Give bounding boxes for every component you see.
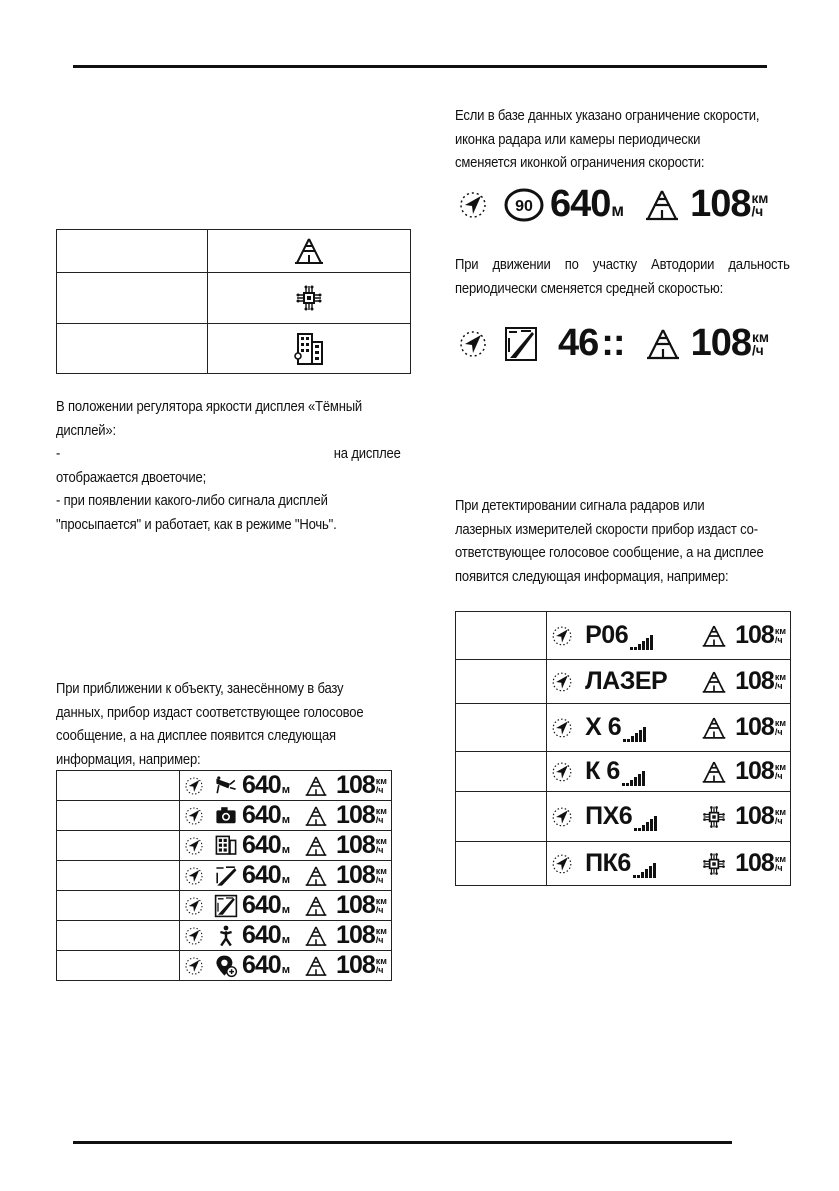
speed-unit: км /ч	[375, 925, 387, 945]
speed-value: 108	[735, 667, 774, 695]
paragraph-line: дисплей»:	[56, 422, 116, 439]
paragraph-line: Если в базе данных указано ограничение скорости,	[455, 108, 760, 124]
road-icon	[701, 760, 727, 784]
paragraph-line: лазерных измерителей скорости прибор издаст со-	[455, 521, 758, 538]
average-speed-value: 46	[558, 322, 599, 364]
distance-value: 640	[242, 891, 281, 919]
svg-text:90: 90	[515, 197, 533, 215]
speed-value: 108	[336, 951, 375, 979]
compass-arrow-icon	[184, 866, 204, 886]
object-display-cell	[180, 771, 392, 801]
radar-row	[456, 842, 791, 886]
photo-camera-icon	[214, 804, 238, 828]
brightness-mode-label-cell	[57, 273, 208, 324]
speed-value: 108	[735, 849, 774, 877]
speed-value: 108	[690, 322, 751, 364]
signal-band-text: Х 6	[585, 713, 622, 741]
radar-row	[456, 660, 791, 704]
brightness-mode-icon-cell	[208, 230, 411, 273]
location-pin-icon	[214, 954, 238, 978]
paragraph-line: информация, например:	[56, 751, 201, 768]
compass-arrow-icon	[551, 717, 573, 739]
paragraph-line: В положении регулятора яркости дисплея «Тёмный	[56, 399, 363, 415]
paragraph-line: При приближении к объекту, занесённому в базу	[56, 681, 344, 697]
object-row	[57, 951, 392, 981]
radar-label-cell	[456, 792, 547, 842]
object-row	[57, 921, 392, 951]
distance-value: 640	[242, 801, 281, 829]
speed-value: 108	[735, 757, 774, 785]
brightness-mode-icon-cell	[208, 273, 411, 324]
distance-unit: м	[281, 964, 291, 976]
road-icon	[304, 805, 328, 827]
speed-unit: км /ч	[752, 329, 769, 358]
compass-arrow-icon	[184, 836, 204, 856]
object-display-cell	[180, 891, 392, 921]
radar-label-cell	[456, 704, 547, 752]
speed-limit-display	[458, 183, 768, 226]
object-display-table	[56, 770, 392, 981]
object-display	[184, 951, 387, 980]
dash-text: -	[56, 446, 61, 462]
chip-icon	[294, 283, 324, 313]
object-display-cell	[180, 801, 392, 831]
paragraph-line: отображается двоеточие;	[56, 469, 207, 486]
object-display	[184, 921, 387, 950]
speed-unit: км /ч	[375, 865, 387, 885]
road-icon	[304, 895, 328, 917]
object-display	[184, 801, 387, 830]
distance-value: 640	[242, 771, 281, 799]
road-icon	[645, 327, 681, 361]
brightness-mode-table	[56, 229, 411, 374]
compass-arrow-icon	[184, 806, 204, 826]
speed-unit: км /ч	[774, 671, 786, 691]
chip-icon	[701, 851, 727, 877]
signal-strength-bars	[623, 727, 646, 742]
speed-value: 108	[735, 713, 774, 741]
dark-display-paragraph	[56, 396, 401, 537]
object-row	[57, 891, 392, 921]
object-row	[57, 831, 392, 861]
radar-display-cell	[547, 612, 791, 660]
speed-value: 108	[336, 831, 375, 859]
radar-row	[456, 792, 791, 842]
distance-value: 640	[242, 921, 281, 949]
radar-display-cell	[547, 752, 791, 792]
compass-arrow-icon	[551, 625, 573, 647]
camera-video-icon	[214, 774, 238, 798]
paragraph-line: При детектировании сигнала радаров или	[455, 498, 705, 514]
object-paragraph	[56, 678, 401, 772]
paragraph-line: сменяется иконкой ограничения скорости:	[455, 155, 705, 171]
radar-row	[456, 612, 791, 660]
speed-unit: км /ч	[375, 895, 387, 915]
radar-display	[551, 802, 786, 831]
distance-value: 640	[242, 951, 281, 979]
compass-arrow-icon	[458, 329, 488, 359]
paragraph-line: периодически сменяется средней скоростью:	[455, 280, 724, 297]
speed-unit: км /ч	[375, 775, 387, 795]
radar-label-cell	[456, 612, 547, 660]
distance-unit: м	[281, 934, 291, 946]
compass-arrow-icon	[551, 806, 573, 828]
distance-unit: м	[281, 784, 291, 796]
speed-value: 108	[336, 771, 375, 799]
radar-block-icon	[214, 834, 238, 858]
top-rule	[73, 65, 767, 68]
signal-band-text: К 6	[585, 757, 620, 785]
road-icon	[304, 835, 328, 857]
compass-arrow-icon	[184, 776, 204, 796]
paragraph-line	[56, 443, 401, 467]
speed-value: 108	[336, 801, 375, 829]
avtodor-paragraph	[455, 254, 790, 301]
speed-value: 108	[690, 183, 751, 225]
compass-arrow-icon	[184, 896, 204, 916]
radar-row	[456, 704, 791, 752]
signal-strength-bars	[633, 863, 656, 878]
radar-display-table	[455, 611, 791, 886]
object-row	[57, 771, 392, 801]
signal-strength-bars	[630, 635, 653, 650]
road-icon	[294, 237, 324, 265]
compass-arrow-icon	[551, 853, 573, 875]
object-label-cell	[57, 861, 180, 891]
radar-display	[551, 667, 786, 696]
object-display	[184, 891, 387, 920]
paragraph-line: появится следующая информация, например:	[455, 568, 729, 585]
signal-strength-bars	[622, 771, 645, 786]
paragraph-line: сообщение, а на дисплее появится следующая	[56, 728, 336, 744]
radar-display-cell	[547, 792, 791, 842]
object-label-cell	[57, 771, 180, 801]
chip-icon	[701, 804, 727, 830]
speed-unit: км /ч	[375, 835, 387, 855]
distance-unit: м	[611, 201, 625, 220]
city-building-icon	[294, 332, 324, 366]
compass-arrow-icon	[551, 671, 573, 693]
object-display-cell	[180, 921, 392, 951]
speed-value: 108	[336, 861, 375, 889]
speed-value: 108	[735, 802, 774, 830]
road-icon	[304, 775, 328, 797]
avtodor-road-icon	[504, 326, 538, 362]
radar-display-cell	[547, 660, 791, 704]
paragraph-line: "просыпается" и работает, как в режиме "Ночь".	[56, 516, 337, 533]
compass-arrow-icon	[458, 190, 488, 220]
road-icon	[304, 865, 328, 887]
object-display	[184, 831, 387, 860]
radar-display-cell	[547, 704, 791, 752]
brightness-mode-label-cell	[57, 324, 208, 374]
signal-band-text: ПХ6	[585, 802, 633, 830]
paragraph-line: иконка радара или камеры периодически	[455, 131, 701, 148]
speed-value: 108	[735, 621, 774, 649]
distance-unit: м	[281, 844, 291, 856]
distance-unit: м	[281, 874, 291, 886]
object-display-cell	[180, 861, 392, 891]
object-label-cell	[57, 921, 180, 951]
speed-limit-paragraph	[455, 105, 790, 176]
on-display-text: на дисплее	[333, 446, 401, 462]
object-label-cell	[57, 951, 180, 981]
signal-band-text: ЛАЗЕР	[585, 667, 668, 695]
object-label-cell	[57, 891, 180, 921]
radar-paragraph	[455, 495, 790, 589]
brightness-mode-label-cell	[57, 230, 208, 273]
bottom-rule	[73, 1141, 732, 1144]
speed-unit: км /ч	[774, 853, 786, 873]
road-icon	[644, 188, 680, 222]
signal-band-text: ПК6	[585, 849, 631, 877]
compass-arrow-icon	[184, 956, 204, 976]
radar-label-cell	[456, 842, 547, 886]
radar-label-cell	[456, 660, 547, 704]
road-icon	[304, 925, 328, 947]
radar-display-cell	[547, 842, 791, 886]
object-display-cell	[180, 831, 392, 861]
signal-band-text: Р06	[585, 621, 629, 649]
avtodor-road-icon	[214, 894, 238, 918]
object-label-cell	[57, 831, 180, 861]
object-display-cell	[180, 951, 392, 981]
lane-road-icon	[214, 864, 238, 888]
speed-unit: км /ч	[774, 717, 786, 737]
signal-strength-bars	[634, 816, 657, 831]
avtodor-display	[458, 322, 769, 365]
distance-value: 640	[242, 861, 281, 889]
object-display	[184, 771, 387, 800]
radar-display	[551, 757, 786, 786]
speed-value: 108	[336, 921, 375, 949]
radar-display	[551, 621, 786, 650]
distance-value: 640	[242, 831, 281, 859]
object-row	[57, 801, 392, 831]
compass-arrow-icon	[551, 761, 573, 783]
distance-unit: м	[281, 814, 291, 826]
speed-unit: км /ч	[774, 806, 786, 826]
speed-unit: км /ч	[375, 805, 387, 825]
road-icon	[701, 670, 727, 694]
paragraph-line: При движении по участку Автодории дальность	[455, 257, 790, 273]
road-icon	[304, 955, 328, 977]
separator-dots: ::	[601, 322, 625, 364]
paragraph-line: данных, прибор издаст соответствующее голосовое	[56, 704, 364, 721]
radar-row	[456, 752, 791, 792]
distance-unit: м	[281, 904, 291, 916]
paragraph-line: - при появлении какого-либо сигнала дисплей	[56, 493, 328, 509]
speed-unit: км /ч	[375, 955, 387, 975]
object-display	[184, 861, 387, 890]
distance-value: 640	[550, 183, 611, 225]
compass-arrow-icon	[184, 926, 204, 946]
speed-unit: км /ч	[751, 190, 769, 219]
pedestrian-icon	[214, 924, 238, 948]
speed-unit: км /ч	[774, 625, 786, 645]
speed-limit-sign-icon	[504, 188, 544, 222]
road-icon	[701, 624, 727, 648]
radar-label-cell	[456, 752, 547, 792]
road-icon	[701, 716, 727, 740]
object-row	[57, 861, 392, 891]
paragraph-line: ответствующее голосовое сообщение, а на дисплее	[455, 545, 764, 561]
speed-value: 108	[336, 891, 375, 919]
object-label-cell	[57, 801, 180, 831]
radar-display	[551, 713, 786, 742]
speed-unit: км /ч	[774, 761, 786, 781]
brightness-mode-icon-cell	[208, 324, 411, 374]
radar-display	[551, 849, 786, 878]
